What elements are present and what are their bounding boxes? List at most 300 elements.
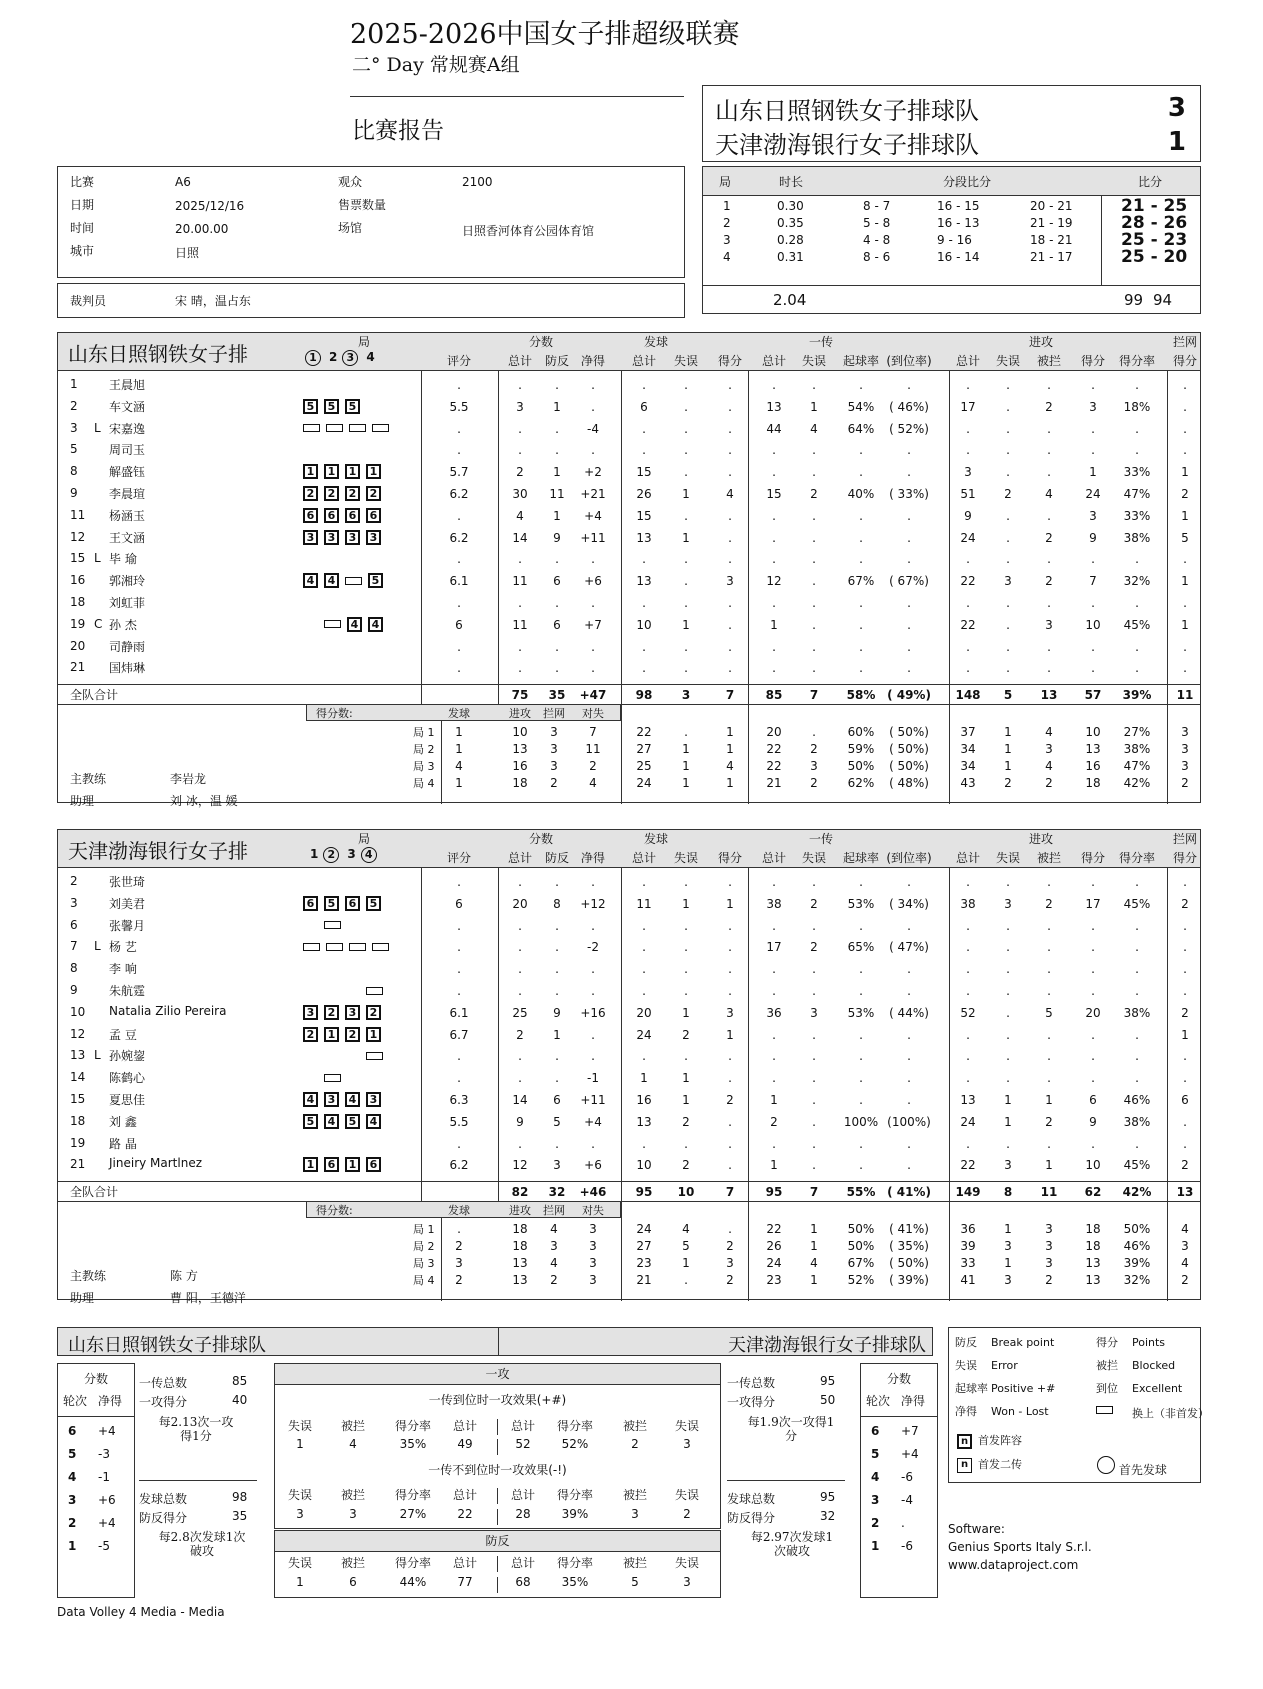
t2-srv-total: 95 xyxy=(820,1490,836,1504)
set-row-cell: 25 xyxy=(636,759,652,774)
set-row-cell: . xyxy=(728,1222,732,1237)
stat-cell: . xyxy=(642,940,646,955)
set-row-cell: 10 xyxy=(512,725,528,740)
stat-cell: . xyxy=(1047,1049,1051,1064)
stat-cell: . xyxy=(966,962,970,977)
stat-cell: 5.7 xyxy=(449,465,469,480)
set-row-cell: 18 xyxy=(512,1222,528,1237)
player-name: 孟 豆 xyxy=(109,1027,137,1042)
stat-cell: . xyxy=(591,661,595,676)
set-row-cell: 2 xyxy=(455,1239,463,1254)
stat-cell: 5.5 xyxy=(449,399,469,414)
points-by-col-header: 进攻 xyxy=(509,707,531,721)
stat-cell: . xyxy=(772,984,776,998)
team1-coach-name: 李岩龙 xyxy=(170,772,207,787)
col-header-a_pct: 得分率 xyxy=(1118,851,1155,865)
t1-rec-total-label: 一传总数 xyxy=(139,1376,188,1390)
stat-cell: . xyxy=(812,617,816,632)
set-row-cell: 18 xyxy=(1085,1239,1101,1254)
stat-cell: . xyxy=(1091,661,1095,676)
starting-position-box: 6 xyxy=(303,508,318,523)
stat-cell: . xyxy=(642,421,646,436)
stat-cell: 11 xyxy=(512,574,528,589)
stat-cell: 26 xyxy=(636,487,652,501)
set-row-cell: 47% xyxy=(1123,759,1151,774)
player-set-positions xyxy=(303,551,387,566)
t2-fb-pts-label: 一攻得分 xyxy=(727,1395,776,1409)
set-row-cell: 1 xyxy=(810,1273,818,1288)
stat-cell: . xyxy=(1183,1049,1187,1064)
stat-cell: . xyxy=(1091,1049,1095,1064)
stat-cell: . xyxy=(555,421,559,436)
total-cell: 57 xyxy=(1084,688,1102,703)
set-duration: 0.30 xyxy=(777,199,804,213)
set-row-cell: 2 xyxy=(589,759,597,774)
duration-col-header: 时长 xyxy=(779,175,804,189)
stat-cell: . xyxy=(859,552,863,567)
stat-cell: 1 xyxy=(553,1027,561,1042)
stat-cell: 24 xyxy=(636,1027,652,1042)
stat-cell: 1 xyxy=(682,617,690,632)
set-row-cell: 1 xyxy=(682,776,690,791)
player-number: 14 xyxy=(70,1070,86,1085)
set-row-cell: 2 xyxy=(550,1273,558,1288)
set-row-cell: 2 xyxy=(455,1273,463,1288)
stat-cell: 18% xyxy=(1123,399,1151,414)
time-label: 时间 xyxy=(70,221,95,235)
player-number: 3 xyxy=(70,895,78,910)
set-row-cell: 39% xyxy=(1123,1256,1151,1271)
stat-cell: . xyxy=(1006,378,1010,392)
stat-cell: . xyxy=(555,661,559,676)
stat-cell: . xyxy=(1047,443,1051,458)
stat-cell: . xyxy=(1006,1027,1010,1042)
player-name: 张馨月 xyxy=(109,918,146,933)
stat-cell: . xyxy=(1091,918,1095,933)
stat-cell: . xyxy=(555,1136,559,1151)
player-name: Jineiry Martlnez xyxy=(109,1156,203,1171)
set-row-cell: 13 xyxy=(512,1256,528,1271)
stat-cell: . xyxy=(518,421,522,436)
player-set-positions xyxy=(303,508,387,523)
stat-cell: . xyxy=(1091,962,1095,977)
set-duration: 0.35 xyxy=(777,216,804,230)
starting-position-box: 4 xyxy=(368,617,383,632)
stat-cell: . xyxy=(1091,378,1095,392)
set-partial-2: 16 - 13 xyxy=(937,216,980,230)
stat-cell: . xyxy=(1135,421,1139,436)
stat-cell: . xyxy=(591,1049,595,1064)
player-number: 8 xyxy=(70,961,78,976)
stat-cell: . xyxy=(684,918,688,933)
team1-sets-label: 局 xyxy=(358,335,371,349)
stat-cell: . xyxy=(966,875,970,889)
player-number: 9 xyxy=(70,983,78,997)
stat-cell: . xyxy=(772,378,776,392)
stat-cell: . xyxy=(591,962,595,977)
set-partial-1: 4 - 8 xyxy=(863,233,891,247)
stat-cell: . xyxy=(728,661,732,676)
set-row-cell: 1 xyxy=(1004,1222,1012,1237)
stat-cell: 2 xyxy=(1045,574,1053,589)
stat-cell: . xyxy=(812,530,816,545)
substitution-marker-icon xyxy=(326,943,343,951)
stat-cell: . xyxy=(1183,1136,1187,1151)
stat-cell: . xyxy=(1135,552,1139,567)
stat-cell: 6 xyxy=(1181,1093,1189,1107)
points-group-header: 分数 xyxy=(528,335,553,349)
stat-cell: 40% xyxy=(847,487,875,501)
set-row-cell: 1 xyxy=(455,742,463,757)
stat-cell: . xyxy=(555,918,559,933)
stat-cell: . xyxy=(859,443,863,458)
stat-cell: . xyxy=(1006,530,1010,545)
legend-desc: Positive +# xyxy=(991,1382,1056,1395)
set-row-cell: 26 xyxy=(766,1239,782,1254)
set-partial-1: 8 - 6 xyxy=(863,250,891,264)
player-number: 5 xyxy=(70,442,78,457)
stat-cell: . xyxy=(1006,875,1010,889)
set-row-cell: 27 xyxy=(636,742,652,757)
total-duration: 2.04 xyxy=(773,291,807,309)
total-points-team2: 94 xyxy=(1153,291,1173,309)
sec3-value: 3 xyxy=(683,1575,691,1589)
stat-cell: . xyxy=(1135,984,1139,998)
stat-cell: 1 xyxy=(726,896,734,911)
stat-cell: . xyxy=(555,940,559,955)
set-row-label: 局 3 xyxy=(413,1257,435,1271)
stat-cell: . xyxy=(684,443,688,458)
stat-cell: 45% xyxy=(1123,617,1151,632)
stat-cell: . xyxy=(859,1049,863,1064)
set-row-cell: 13 xyxy=(512,742,528,757)
set-row-cell: 10 xyxy=(1085,725,1101,740)
legend-abbr: 防反 xyxy=(955,1336,977,1349)
stat-cell: . xyxy=(1047,378,1051,392)
starting-position-box: 5 xyxy=(324,399,339,414)
points-by-col-header: 拦网 xyxy=(543,1204,565,1218)
stat-cell: . xyxy=(518,984,522,998)
col-header-total: 总计 xyxy=(507,851,532,865)
stat-cell: . xyxy=(907,984,911,998)
set-row-cell: 1 xyxy=(682,759,690,774)
t2-fb-pts: 50 xyxy=(820,1393,836,1407)
stat-cell: . xyxy=(772,661,776,676)
stat-cell: 2 xyxy=(682,1158,690,1173)
set-row-cell: 3 xyxy=(550,759,558,774)
stat-cell: 13 xyxy=(636,574,652,589)
player-role-flag: L xyxy=(94,551,101,566)
team2-points-by-label: 得分数: xyxy=(316,1204,353,1218)
stat-cell: . xyxy=(1183,984,1187,998)
legend-desc: Points xyxy=(1132,1336,1166,1349)
stat-cell: . xyxy=(591,1027,595,1042)
set-row-cell: 3 xyxy=(589,1273,597,1288)
stat-cell: ( 33%) xyxy=(889,487,929,501)
set-row-cell: 4 xyxy=(1181,1222,1189,1237)
set-row-cell: ( 50%) xyxy=(889,759,929,774)
team1-total-label: 全队合计 xyxy=(70,688,119,703)
stat-cell: . xyxy=(1047,552,1051,567)
t2-rec-total: 95 xyxy=(820,1374,836,1388)
stat-cell: . xyxy=(907,443,911,458)
stat-cell: . xyxy=(555,443,559,458)
rotation-net-points: . xyxy=(901,1516,905,1530)
set-row-cell: ( 50%) xyxy=(889,725,929,740)
player-number: 15 xyxy=(70,551,86,566)
substitution-marker-icon xyxy=(303,424,320,432)
stat-cell: 3 xyxy=(964,465,972,480)
attack-group-header: 进攻 xyxy=(1028,335,1053,349)
stat-cell: . xyxy=(728,962,732,977)
player-name: 杨 艺 xyxy=(109,940,137,955)
stat-cell: ( 67%) xyxy=(889,574,929,589)
set-row-cell: 4 xyxy=(455,759,463,774)
set-row-cell: 4 xyxy=(682,1222,690,1237)
legend-abbr: 失误 xyxy=(955,1359,977,1372)
section-col-header: 被拦 xyxy=(622,1419,647,1433)
player-number: 20 xyxy=(70,638,86,653)
set-row-cell: 3 xyxy=(1045,1239,1053,1254)
center-divider xyxy=(497,1439,498,1455)
total-cell: 98 xyxy=(635,688,653,703)
set-row-cell: 27% xyxy=(1123,725,1151,740)
stat-cell: 15 xyxy=(636,508,652,523)
player-set-positions xyxy=(303,595,387,610)
rotation-number: 5 xyxy=(68,1447,77,1461)
legend-box xyxy=(948,1327,1209,1483)
sec1-value: 52 xyxy=(515,1437,531,1451)
total-cell: 55% xyxy=(846,1185,876,1200)
stat-cell: +16 xyxy=(580,1005,606,1020)
stat-cell: . xyxy=(1006,661,1010,676)
player-set-positions xyxy=(303,874,387,889)
stat-cell: 2 xyxy=(1181,487,1189,501)
legend-abbr: 得分 xyxy=(1096,1336,1118,1349)
col-header-wl: 净得 xyxy=(580,851,605,865)
total-cell: 95 xyxy=(635,1185,653,1200)
stat-cell: 6 xyxy=(553,617,561,632)
set-partial-2: 16 - 15 xyxy=(937,199,980,213)
software-url[interactable]: www.dataproject.com xyxy=(948,1558,1079,1572)
stat-cell: . xyxy=(1091,984,1095,998)
col-header-r_err: 失误 xyxy=(801,354,826,368)
starting-position-box: 5 xyxy=(366,896,381,911)
set-row-cell: 43 xyxy=(960,776,976,791)
stat-cell: 3 xyxy=(1089,399,1097,414)
set-row-cell: 20 xyxy=(766,725,782,740)
t2-bp: 32 xyxy=(820,1509,836,1523)
stat-cell: . xyxy=(1183,421,1187,436)
stat-cell: . xyxy=(907,1027,911,1042)
total-cell: 149 xyxy=(955,1185,981,1200)
reception-group-header: 一传 xyxy=(808,832,833,846)
starting-position-box: 1 xyxy=(303,464,318,479)
stat-cell: . xyxy=(907,465,911,480)
stat-cell: . xyxy=(812,962,816,977)
col-header-a_total: 总计 xyxy=(955,851,980,865)
col-header-r_total: 总计 xyxy=(761,354,786,368)
section-col-header: 得分率 xyxy=(394,1419,431,1433)
player-number: 7 xyxy=(70,939,78,954)
legend-start-setter: n 首发二传 xyxy=(957,1456,1022,1473)
stat-cell: . xyxy=(1047,875,1051,889)
stat-cell: 9 xyxy=(516,1114,524,1129)
starting-position-box: 3 xyxy=(303,530,318,545)
stat-cell: . xyxy=(684,875,688,889)
stat-cell: 6 xyxy=(553,574,561,589)
stat-cell: . xyxy=(859,378,863,392)
stat-cell: 1 xyxy=(1181,1027,1189,1042)
set-row-cell: ( 35%) xyxy=(889,1239,929,1254)
sec2-value: 3 xyxy=(349,1507,357,1521)
stat-cell: . xyxy=(728,443,732,458)
stat-cell: . xyxy=(728,918,732,933)
stat-cell: . xyxy=(1047,508,1051,523)
set-row-cell: 27 xyxy=(636,1239,652,1254)
audience-value: 2100 xyxy=(462,175,493,189)
set-row-cell: 1 xyxy=(1004,759,1012,774)
stat-cell: 10 xyxy=(636,617,652,632)
stat-cell: +21 xyxy=(580,487,606,501)
team1-set-numbers xyxy=(305,350,380,366)
stat-cell: . xyxy=(966,940,970,955)
stat-cell: . xyxy=(907,1136,911,1151)
stat-cell: . xyxy=(1047,639,1051,654)
set-row-cell: 33 xyxy=(960,1256,976,1271)
rotation-number: 2 xyxy=(68,1516,77,1530)
stat-cell: 6.2 xyxy=(449,1158,469,1173)
stat-cell: +2 xyxy=(584,465,602,480)
match-label: 比赛 xyxy=(70,175,95,189)
stat-cell: 3 xyxy=(1004,574,1012,589)
set-row-cell: 18 xyxy=(512,1239,528,1254)
set-number-1: 1 xyxy=(305,350,321,366)
set-row-cell: ( 48%) xyxy=(889,776,929,791)
set-row-cell: ( 50%) xyxy=(889,1256,929,1271)
stat-cell: -1 xyxy=(587,1071,599,1086)
set-row-cell: 3 xyxy=(589,1222,597,1237)
set-row-cell: 41 xyxy=(960,1273,976,1288)
stat-cell: 65% xyxy=(847,940,875,955)
stat-cell: . xyxy=(812,596,816,610)
points-by-col-header: 进攻 xyxy=(509,1204,531,1218)
stat-cell: . xyxy=(684,1136,688,1151)
set-row-cell: 11 xyxy=(585,742,601,757)
section-col-header: 总计 xyxy=(510,1488,535,1502)
stat-cell: . xyxy=(1091,1136,1095,1151)
stat-cell: . xyxy=(1006,1005,1010,1020)
team2-coach-name: 陈 方 xyxy=(170,1269,198,1284)
rotation-net-points: -6 xyxy=(901,1470,913,1484)
result-team2-sets: 1 xyxy=(1167,127,1186,157)
stat-cell: . xyxy=(642,875,646,889)
stat-cell: . xyxy=(457,661,461,676)
player-number: 16 xyxy=(70,573,86,588)
score-col-header: 比分 xyxy=(1138,175,1163,189)
stat-cell: 53% xyxy=(847,896,875,911)
result-box xyxy=(702,85,1201,162)
team1-points-by-label: 得分数: xyxy=(316,707,353,721)
stat-cell: . xyxy=(859,530,863,545)
stat-cell: 2 xyxy=(1181,1158,1189,1173)
stat-cell: . xyxy=(966,596,970,610)
stat-cell: 11 xyxy=(636,896,652,911)
player-set-positions xyxy=(303,939,395,954)
stat-cell: 9 xyxy=(1089,1114,1097,1129)
stat-cell: . xyxy=(772,1027,776,1042)
stat-cell: 2 xyxy=(1045,896,1053,911)
stat-cell: 6 xyxy=(553,1093,561,1107)
stat-cell: . xyxy=(1183,399,1187,414)
stat-cell: 1 xyxy=(682,487,690,501)
starting-position-box: 1 xyxy=(345,464,360,479)
player-number: 12 xyxy=(70,1026,86,1041)
stat-cell: 36 xyxy=(766,1005,782,1020)
set-scores-box xyxy=(702,166,1201,314)
set-row-cell: 1 xyxy=(726,742,734,757)
rotation-number: 6 xyxy=(871,1424,880,1438)
stat-cell: . xyxy=(1047,984,1051,998)
legend-abbr: 到位 xyxy=(1096,1382,1118,1395)
stat-cell: 3 xyxy=(1089,508,1097,523)
points-by-col-header: 拦网 xyxy=(543,707,565,721)
col-header-r_exc: (到位率) xyxy=(886,851,932,865)
stat-cell: . xyxy=(907,875,911,889)
starting-position-box: 4 xyxy=(345,1092,360,1107)
match-code: A6 xyxy=(175,175,191,189)
set-row-cell: ( 50%) xyxy=(889,742,929,757)
stat-cell: . xyxy=(1006,1049,1010,1064)
set-row-cell: 2 xyxy=(1181,1273,1189,1288)
rotation-net-points: -4 xyxy=(901,1493,913,1507)
total-cell: 11 xyxy=(1176,688,1194,703)
total-cell: 75 xyxy=(511,688,529,703)
stat-cell: . xyxy=(859,1027,863,1042)
set-row-cell: 3 xyxy=(1181,742,1189,757)
set-row-cell: 4 xyxy=(1181,1256,1189,1271)
stat-cell: . xyxy=(907,1071,911,1086)
player-role-flag: L xyxy=(94,1048,101,1063)
rotation-team2-hdr1: 轮次 xyxy=(866,1394,891,1408)
stat-cell: . xyxy=(555,962,559,977)
stat-cell: 12 xyxy=(512,1158,528,1173)
player-name: 国炜琳 xyxy=(109,661,146,676)
col-header-s_err: 失误 xyxy=(673,851,698,865)
set-row-cell: 52% xyxy=(847,1273,875,1288)
set-row-cell: 1 xyxy=(810,1239,818,1254)
stat-cell: . xyxy=(966,1071,970,1086)
player-set-positions xyxy=(303,1114,387,1129)
stat-cell: 2 xyxy=(770,1114,778,1129)
t1-srv-total: 98 xyxy=(232,1490,248,1504)
player-role-flag: C xyxy=(94,616,103,631)
player-name: 毕 瑜 xyxy=(109,552,137,567)
set-row-label: 局 1 xyxy=(413,1223,435,1237)
player-name: 刘虹菲 xyxy=(109,596,146,610)
starting-position-box: 3 xyxy=(345,1005,360,1020)
total-cell: 7 xyxy=(809,688,819,703)
stat-cell: 2 xyxy=(516,465,524,480)
stat-cell: (100%) xyxy=(887,1114,931,1129)
section-col-header: 总计 xyxy=(510,1556,535,1570)
player-name: 刘美君 xyxy=(109,896,146,911)
substitution-marker-icon xyxy=(349,424,366,432)
stat-cell: . xyxy=(1006,918,1010,933)
player-set-positions xyxy=(303,1157,387,1172)
section-col-header: 被拦 xyxy=(340,1556,365,1570)
col-header-a_blk: 被拦 xyxy=(1036,851,1061,865)
